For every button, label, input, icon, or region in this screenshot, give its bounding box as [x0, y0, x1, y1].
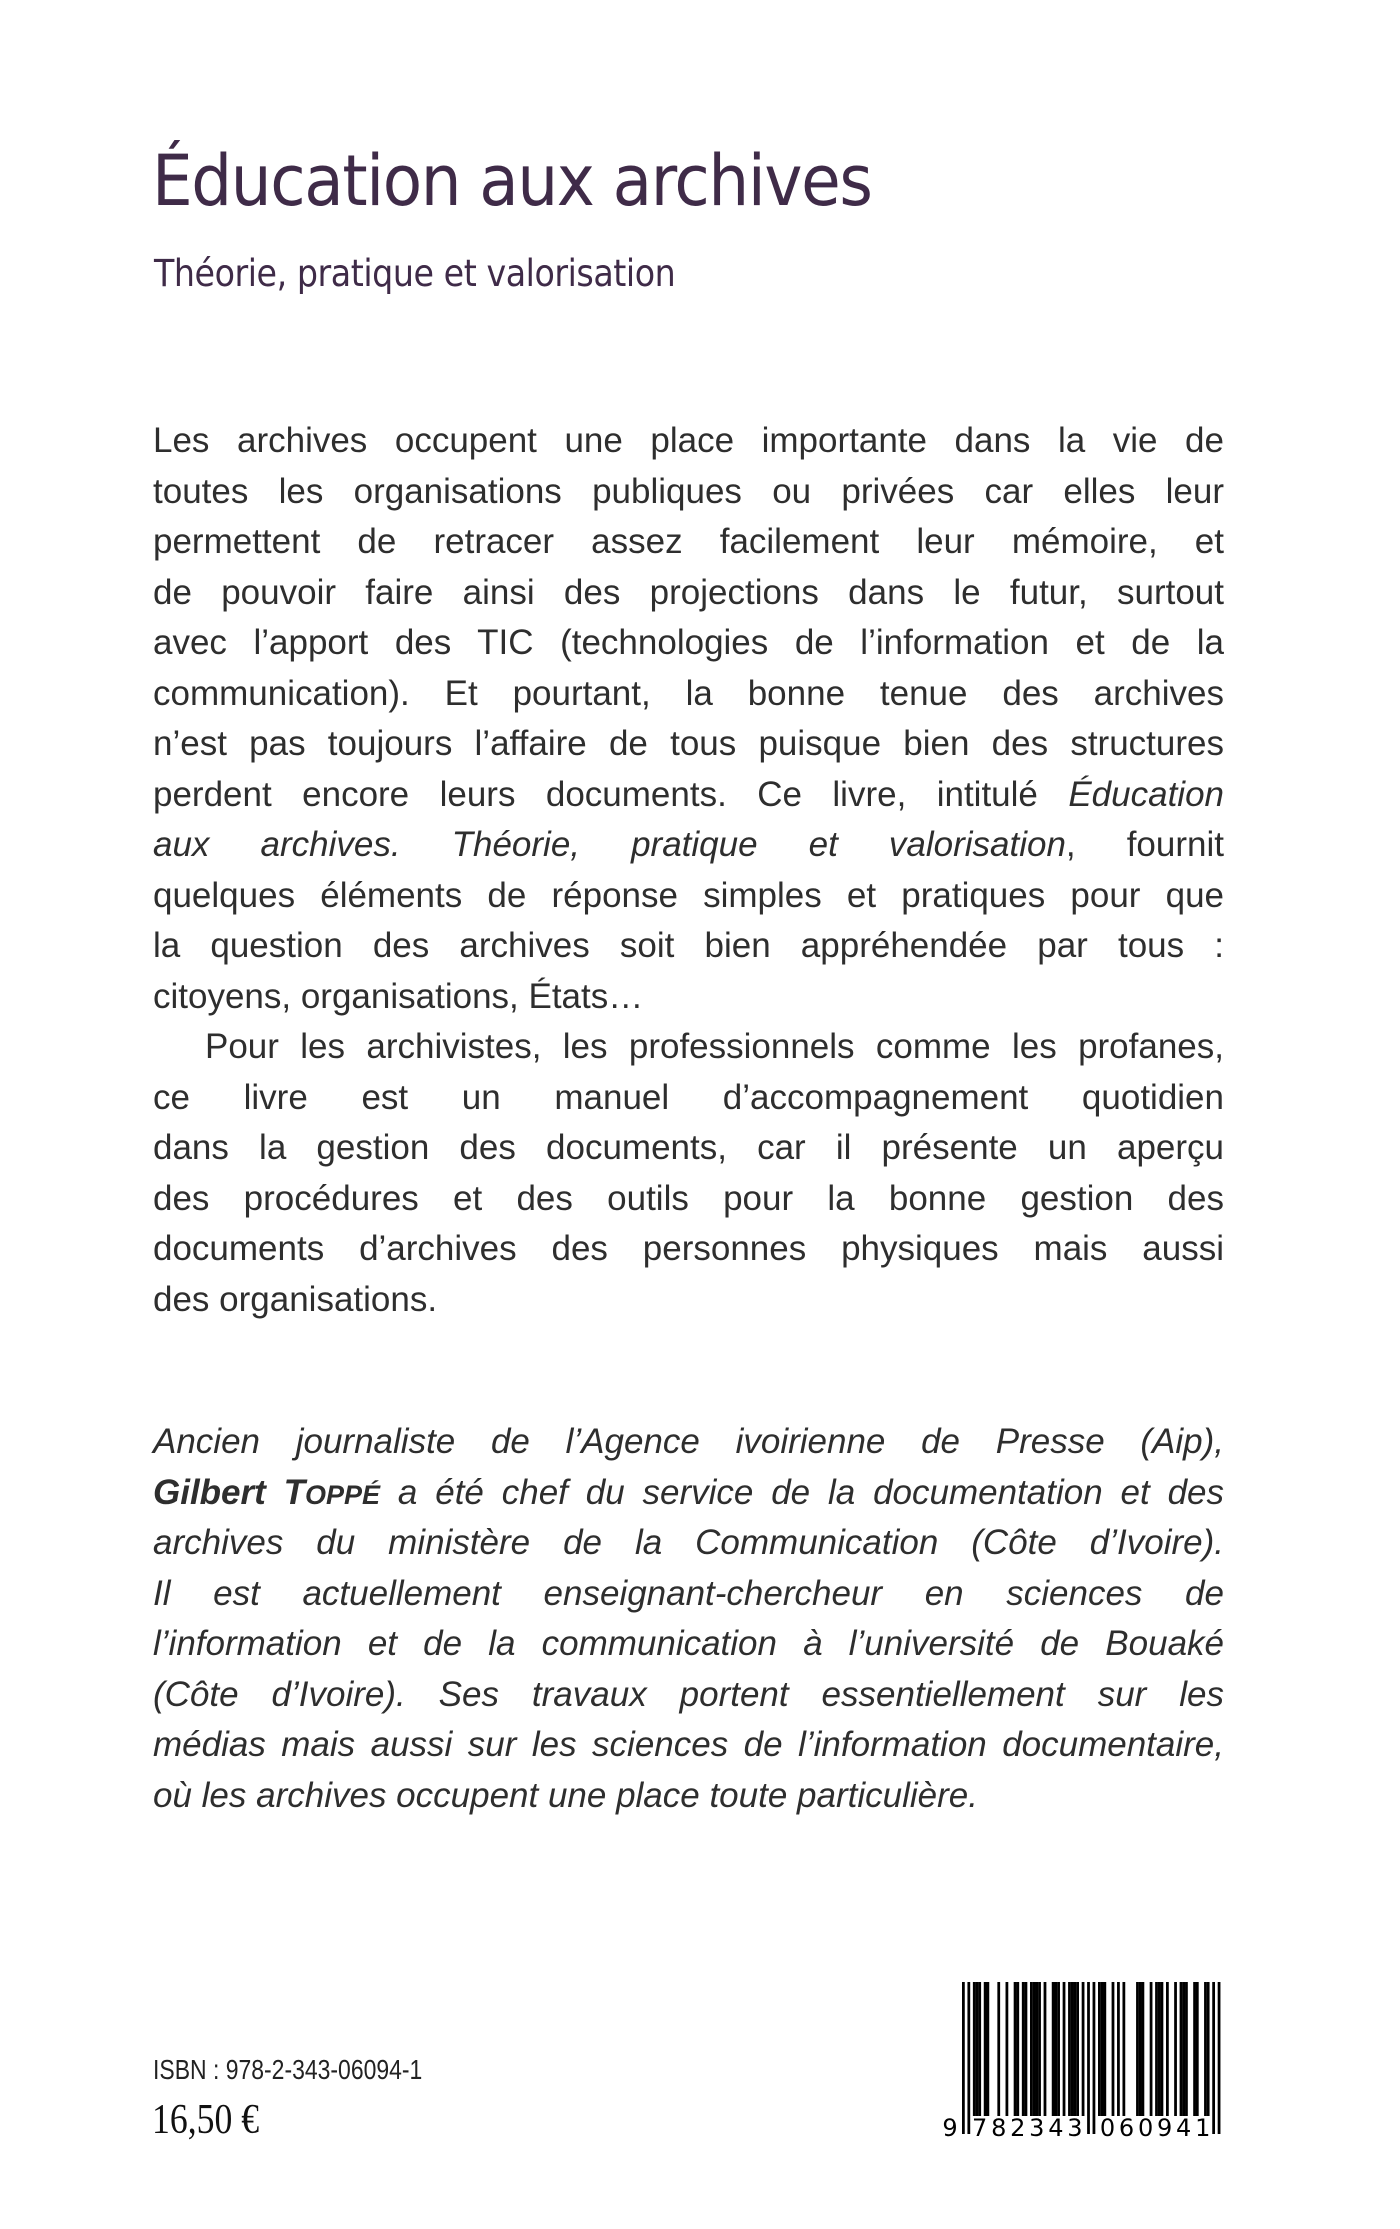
text-segment: , fournit	[1065, 825, 1224, 864]
barcode-bar	[1174, 1982, 1177, 2116]
text-line	[153, 1619, 1224, 1670]
barcode-bar	[967, 1982, 970, 2134]
barcode-bar	[1014, 1982, 1017, 2116]
barcode-bar	[1101, 1982, 1104, 2116]
barcode-bar	[1112, 1982, 1115, 2116]
text-line	[153, 1275, 1224, 1326]
barcode-bar	[1030, 1982, 1033, 2116]
text-segment: des organisations.	[153, 1279, 438, 1319]
text-line	[153, 669, 1224, 720]
barcode-bar	[1142, 1982, 1145, 2116]
text-segment: de pouvoir faire ainsi des projections dans le futur, surtout	[153, 572, 1224, 612]
barcode-bar	[1196, 1982, 1199, 2116]
barcode-bar	[1204, 1982, 1207, 2116]
barcode-digit: 4	[1048, 2114, 1064, 2142]
barcode-bar	[1136, 1982, 1139, 2116]
barcode-bar	[1038, 1982, 1041, 2116]
text-segment: archives du ministère de la Communication (Côte d’Ivoire).	[153, 1523, 1224, 1562]
text-line	[153, 618, 1224, 669]
text-segment: avec l’apport des TIC (technologies de l’information et de la	[153, 623, 1224, 662]
text-line	[153, 1123, 1224, 1174]
text-line	[153, 467, 1224, 518]
barcode-digit: 0	[1137, 2114, 1154, 2142]
barcode-bar	[1082, 1982, 1085, 2116]
text-segment: médias mais aussi sur les sciences de l’information documentaire,	[153, 1725, 1224, 1764]
text-line	[153, 719, 1224, 770]
barcode-bar	[973, 1982, 976, 2116]
text-segment: Éducation	[1068, 774, 1224, 814]
text-line	[153, 820, 1224, 871]
text-line	[153, 1073, 1224, 1124]
barcode-bar	[1122, 1982, 1125, 2116]
barcode-digit: 4	[1176, 2114, 1192, 2142]
text-line	[153, 871, 1224, 922]
barcode-bar	[1033, 1982, 1036, 2116]
barcode-digit: 0	[1099, 2114, 1116, 2142]
barcode-bar	[1182, 1982, 1185, 2116]
author-name: OPPÉ	[305, 1479, 381, 1510]
text-segment: perdent encore leurs documents. Ce livre, intitulé	[153, 774, 1069, 814]
barcode-bar	[1076, 1982, 1079, 2116]
text-line	[153, 1720, 1224, 1771]
text-segment: des procédures et des outils pour la bonne gestion des	[153, 1178, 1224, 1218]
text-line	[153, 416, 1224, 467]
barcode-bar	[1158, 1982, 1161, 2116]
barcode-digit: 9	[1156, 2114, 1173, 2142]
barcode-bar	[1207, 1982, 1210, 2116]
text-segment: (Côte d’Ivoire). Ses travaux portent essentiellement sur les	[153, 1674, 1224, 1714]
text-line	[153, 1022, 1224, 1073]
author-bio	[153, 1417, 1224, 1821]
book-subtitle: Théorie, pratique et valorisation	[154, 252, 676, 295]
barcode-bar	[1074, 1982, 1077, 2116]
text-line	[153, 568, 1224, 619]
barcode-digit: 8	[991, 2114, 1007, 2142]
barcode-bar	[1103, 1982, 1106, 2116]
barcode-bar	[1087, 1982, 1090, 2134]
barcode-bar	[1035, 1982, 1038, 2116]
barcode-bar	[1193, 1982, 1196, 2116]
text-segment: Il est actuellement enseignant-chercheur en sciences de	[153, 1573, 1224, 1613]
price: 16,50 €	[152, 2097, 260, 2143]
barcode-bar	[1016, 1982, 1019, 2116]
barcode-bar	[978, 1982, 981, 2116]
barcode-bar	[1044, 1982, 1047, 2116]
isbn: ISBN : 978-2-343-06094-1	[153, 2054, 423, 2085]
barcode-digit: 3	[1067, 2114, 1083, 2142]
text-line	[153, 1224, 1224, 1275]
text-segment: la question des archives soit bien appréhendée par tous :	[153, 926, 1224, 965]
barcode-bar	[984, 1982, 987, 2116]
barcode-bar	[1185, 1982, 1188, 2116]
text-line	[153, 921, 1224, 972]
text-line	[153, 1468, 1224, 1519]
text-line	[153, 1569, 1224, 1620]
text-segment: aux archives. Théorie, pratique et valorisation	[153, 825, 1066, 864]
barcode-bar	[1161, 1982, 1164, 2116]
barcode	[944, 1978, 1224, 2143]
barcode-bar	[1155, 1982, 1158, 2116]
barcode-bar	[1150, 1982, 1153, 2116]
synopsis	[153, 416, 1224, 1325]
barcode-digit: 9	[942, 2114, 958, 2142]
text-line	[153, 1518, 1224, 1569]
barcode-bar	[976, 1982, 979, 2116]
text-line	[153, 1417, 1224, 1468]
text-line	[153, 517, 1224, 568]
text-segment: Pour les archivistes, les professionnels comme les profanes,	[205, 1027, 1224, 1066]
barcode-digit: 2	[1010, 2114, 1026, 2142]
text-segment: l’information et de la communication à l’université de Bouaké	[153, 1624, 1224, 1663]
barcode-bar	[1006, 1982, 1009, 2116]
text-line	[153, 1771, 1224, 1822]
barcode-bar	[1063, 1982, 1066, 2116]
text-segment: toutes les organisations publiques ou privées car elles leur	[153, 471, 1224, 511]
text-segment: documents d’archives des personnes physiques mais aussi	[153, 1229, 1224, 1268]
barcode-digit: 6	[1118, 2114, 1135, 2142]
barcode-bar	[1180, 1982, 1183, 2116]
text-segment: Les archives occupent une place importante dans la vie de	[153, 421, 1224, 460]
barcode-bar	[1071, 1982, 1074, 2116]
text-line	[153, 972, 1224, 1023]
barcode-bar	[1068, 1982, 1071, 2116]
barcode-bar	[1212, 1982, 1215, 2134]
text-segment: permettent de retracer assez facilement leur mémoire, et	[153, 522, 1224, 561]
barcode-digit: 7	[972, 2114, 988, 2142]
text-segment: communication). Et pourtant, la bonne tenue des archives	[153, 673, 1224, 713]
text-line	[153, 1670, 1224, 1721]
barcode-bar	[1057, 1982, 1060, 2116]
text-segment: quelques éléments de réponse simples et pratiques pour que	[153, 875, 1224, 915]
barcode-bar	[1052, 1982, 1055, 2116]
text-segment: Ancien journaliste de l’Agence ivoirienne de Presse (Aip),	[153, 1422, 1224, 1461]
barcode-bar	[1022, 1982, 1025, 2116]
barcode-bar	[1218, 1982, 1221, 2134]
text-segment: où les archives occupent une place toute particulière.	[153, 1775, 978, 1815]
text-segment: n’est pas toujours l’affaire de tous puisque bien des structures	[153, 724, 1224, 763]
text-line	[153, 770, 1224, 821]
text-segment: a été chef du service de la documentation et des	[380, 1472, 1225, 1512]
barcode-bar	[1166, 1982, 1169, 2116]
barcode-bar	[1098, 1982, 1101, 2116]
barcode-bar	[962, 1982, 965, 2134]
barcode-bar	[1025, 1982, 1028, 2116]
barcode-bar	[1117, 1982, 1120, 2116]
text-segment: ce livre est un manuel d’accompagnement quotidien	[153, 1077, 1224, 1117]
barcode-bar	[1054, 1982, 1057, 2116]
text-segment: citoyens, organisations, États…	[153, 976, 644, 1016]
barcode-bar	[1093, 1982, 1096, 2134]
text-segment: dans la gestion des documents, car il présente un aperçu	[153, 1128, 1224, 1167]
text-line	[153, 1174, 1224, 1225]
barcode-bar	[997, 1982, 1000, 2116]
book-title: Éducation aux archives	[152, 140, 872, 222]
barcode-bar	[1139, 1982, 1142, 2116]
barcode-digit: 1	[1195, 2114, 1211, 2142]
barcode-digit: 3	[1029, 2114, 1045, 2142]
author-name: Gilbert T	[153, 1472, 306, 1512]
barcode-bar	[986, 1982, 989, 2116]
